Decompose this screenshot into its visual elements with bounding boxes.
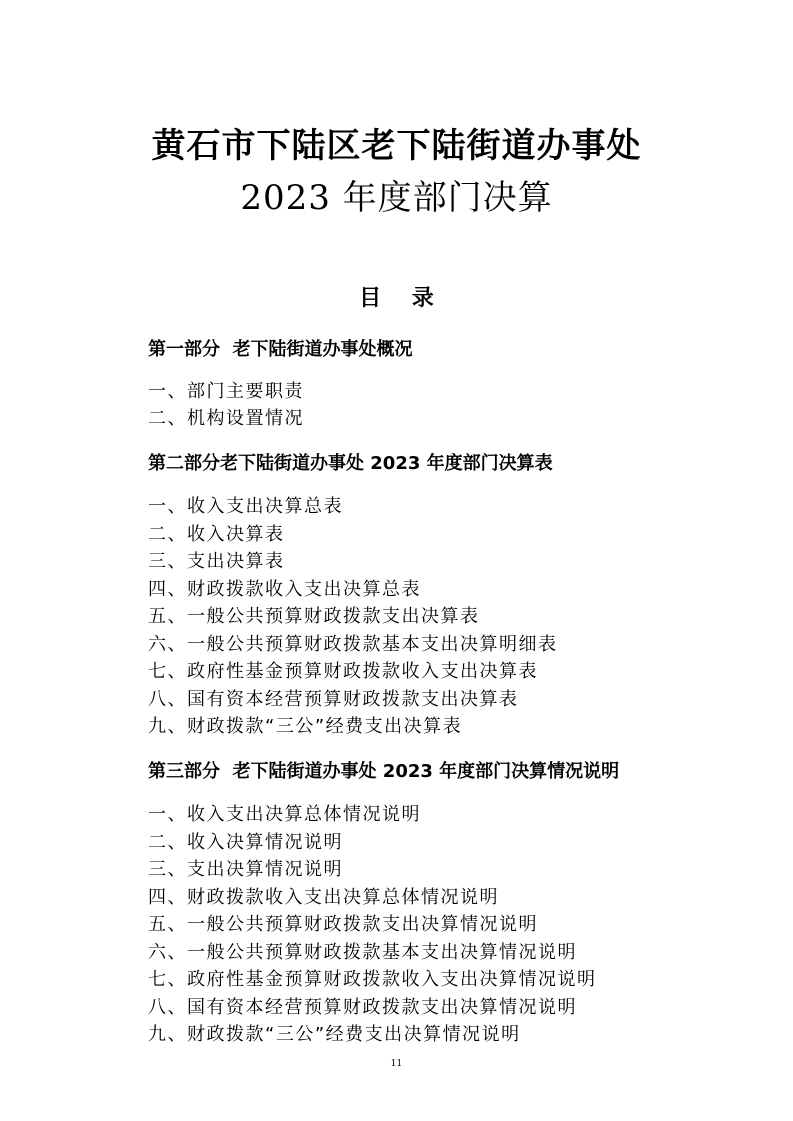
toc-heading: 目 录 (359, 286, 434, 311)
toc-item: 八、国有资本经营预算财政拨款支出决算情况说明 (148, 997, 577, 1018)
toc-item: 三、支出决算情况说明 (148, 859, 343, 880)
toc-item: 九、财政拨款“三公”经费支出决算表 (148, 716, 463, 737)
toc-item: 七、政府性基金预算财政拨款收入支出决算表 (148, 661, 538, 682)
toc-item: 三、支出决算表 (148, 551, 285, 572)
toc-item: 八、国有资本经营预算财政拨款支出决算表 (148, 689, 519, 710)
toc-item: 一、部门主要职责 (148, 381, 304, 402)
document-title-line-1: 黄石市下陆区老下陆街道办事处 (151, 126, 642, 166)
toc-item: 五、一般公共预算财政拨款支出决算情况说明 (148, 914, 538, 935)
toc-item: 五、一般公共预算财政拨款支出决算表 (148, 606, 480, 627)
toc-item: 一、收入支出决算总体情况说明 (148, 804, 421, 825)
toc-item: 六、一般公共预算财政拨款基本支出决算情况说明 (148, 942, 577, 963)
toc-item: 一、收入支出决算总表 (148, 496, 343, 517)
toc-item: 二、机构设置情况 (148, 408, 304, 429)
toc-item: 四、财政拨款收入支出决算总表 (148, 579, 421, 600)
toc-item: 六、一般公共预算财政拨款基本支出决算明细表 (148, 634, 558, 655)
toc-item: 二、收入决算情况说明 (148, 832, 343, 853)
toc-item: 九、财政拨款“三公”经费支出决算情况说明 (148, 1024, 521, 1045)
section-3-heading: 第三部分 老下陆街道办事处 2023 年度部门决算情况说明 (148, 761, 620, 782)
document-title-line-2: 2023 年度部门决算 (240, 178, 553, 218)
section-2-heading: 第二部分老下陆街道办事处 2023 年度部门决算表 (148, 453, 553, 474)
toc-item: 二、收入决算表 (148, 524, 285, 545)
section-1-heading: 第一部分 老下陆街道办事处概况 (148, 339, 413, 360)
page-number: 11 (390, 1059, 403, 1069)
toc-item: 四、财政拨款收入支出决算总体情况说明 (148, 887, 499, 908)
toc-item: 七、政府性基金预算财政拨款收入支出决算情况说明 (148, 969, 597, 990)
